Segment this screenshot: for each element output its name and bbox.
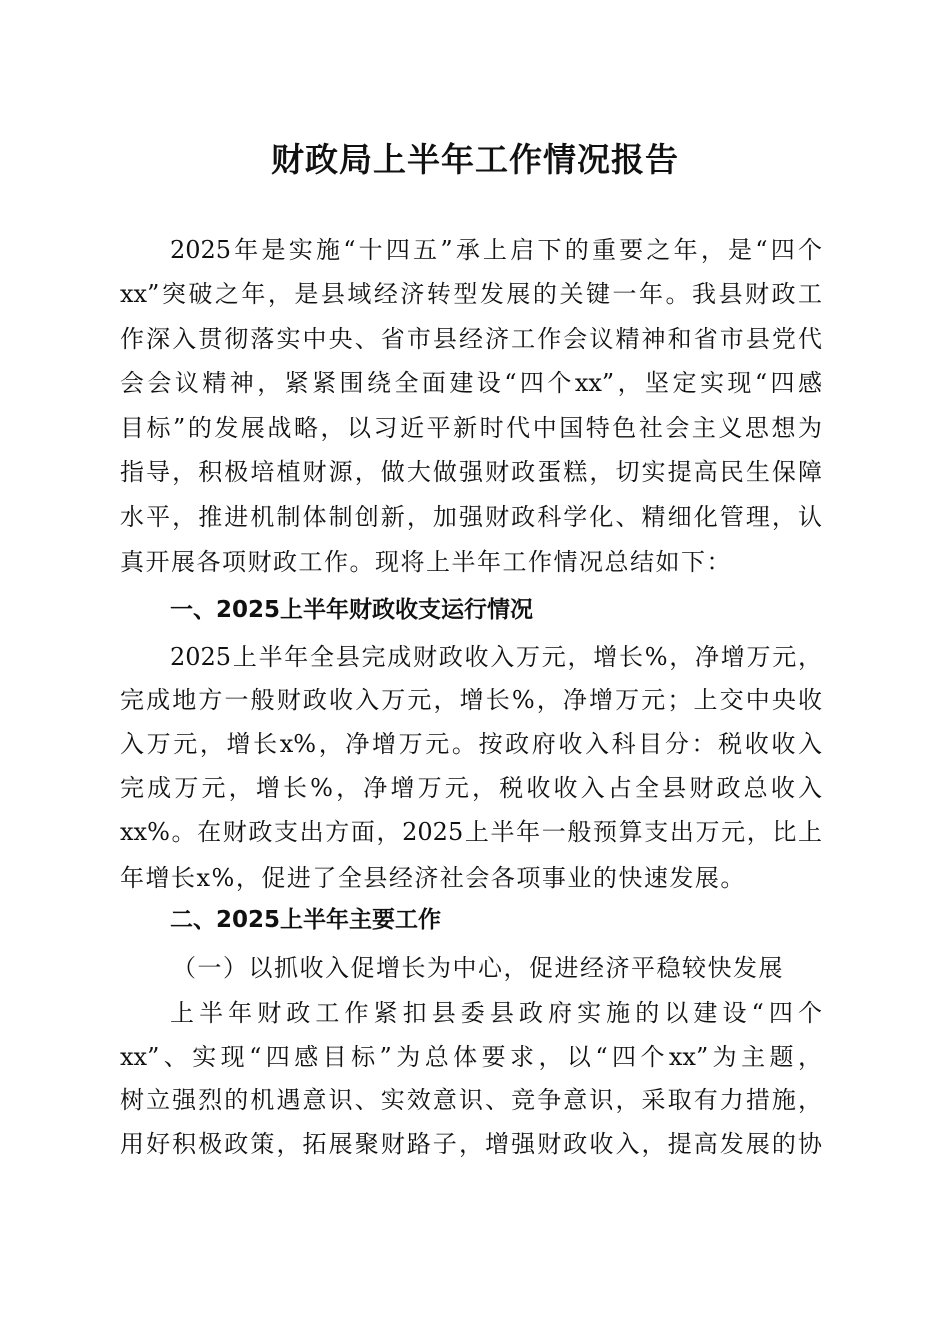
paragraph-line: 用好积极政策，拓展聚财路子，增强财政收入，提高发展的协: [120, 1130, 822, 1158]
subsection-heading: （一）以抓收入促增长为中心，促进经济平稳较快发展: [172, 954, 784, 982]
paragraph-line: 会会议精神，紧紧围绕全面建设“四个xx”，坚定实现“四感: [120, 369, 822, 397]
paragraph-line: 作深入贯彻落实中央、省市县经济工作会议精神和省市县党代: [120, 325, 822, 353]
paragraph-line: xx%。在财政支出方面，2025上半年一般预算支出万元，比上: [120, 818, 822, 846]
paragraph-line: 目标”的发展战略，以习近平新时代中国特色社会主义思想为: [120, 414, 822, 442]
paragraph-line: 2025上半年全县完成财政收入万元，增长%，净增万元，: [170, 643, 822, 671]
paragraph-line: 2025年是实施“十四五”承上启下的重要之年，是“四个: [170, 236, 822, 264]
section-heading: 一、2025上半年财政收支运行情况: [170, 597, 534, 623]
paragraph-line: 上半年财政工作紧扣县委县政府实施的以建设“四个: [170, 999, 822, 1027]
section-heading: 二、2025上半年主要工作: [170, 907, 442, 933]
paragraph-line: 年增长x%，促进了全县经济社会各项事业的快速发展。: [120, 864, 746, 892]
paragraph-line: 完成万元，增长%，净增万元，税收收入占全县财政总收入: [120, 774, 822, 802]
paragraph-line: 树立强烈的机遇意识、实效意识、竞争意识，采取有力措施，: [120, 1086, 822, 1114]
paragraph-line: 完成地方一般财政收入万元，增长%，净增万元；上交中央收: [120, 686, 822, 714]
paragraph-line: xx”、实现“四感目标”为总体要求，以“四个xx”为主题，: [120, 1043, 822, 1071]
paragraph-line: 指导，积极培植财源，做大做强财政蛋糕，切实提高民生保障: [120, 458, 822, 486]
paragraph-line: 入万元，增长x%，净增万元。按政府收入科目分：税收收入: [120, 730, 822, 758]
document-title: 财政局上半年工作情况报告: [271, 140, 679, 179]
paragraph-line: 真开展各项财政工作。现将上半年工作情况总结如下：: [120, 548, 732, 576]
paragraph-line: xx”突破之年，是县域经济转型发展的关键一年。我县财政工: [120, 280, 822, 308]
paragraph-line: 水平，推进机制体制创新，加强财政科学化、精细化管理，认: [120, 503, 822, 531]
